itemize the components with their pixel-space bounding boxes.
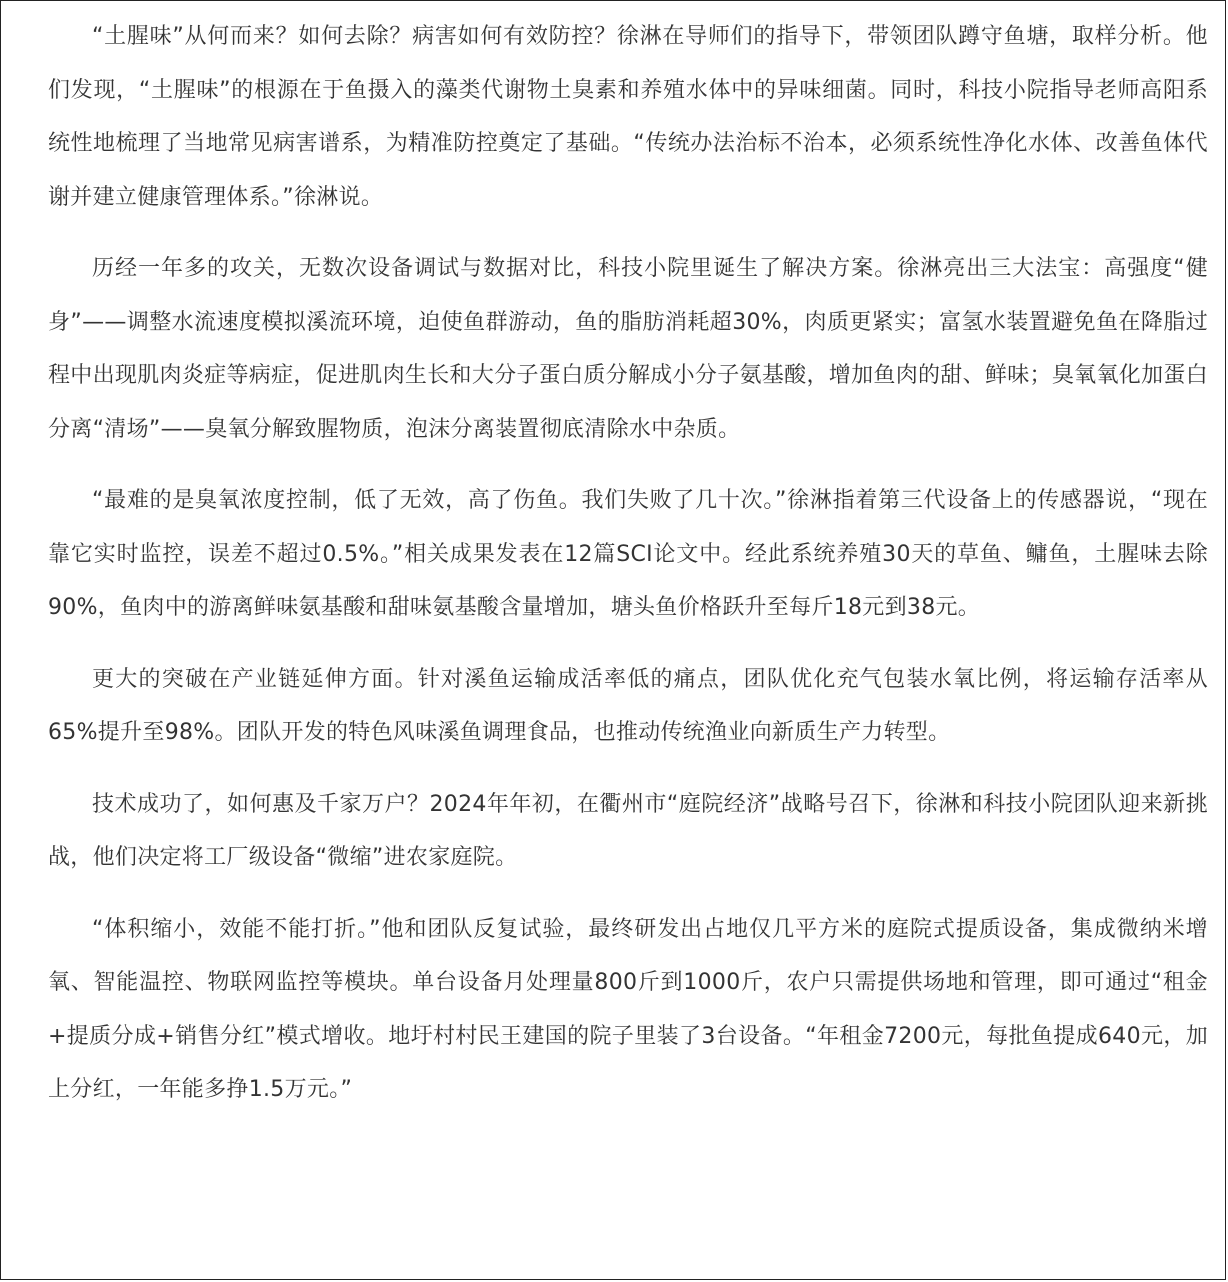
paragraph-industry-chain: 更大的突破在产业链延伸方面。针对溪鱼运输成活率低的痛点，团队优化充气包装水氧比例，将运输存活率从65%提升至98%。团队开发的特色风味溪鱼调理食品，也推动传统渔业向新质生产力转型。 [48, 666, 1208, 745]
article-body [48, 10, 1208, 1117]
paragraph-courtyard-device: “体积缩小，效能不能打折。”他和团队反复试验，最终研发出占地仅几平方米的庭院式提质设备，集成微纳米增氧、智能温控、物联网监控等模块。单台设备月处理量800斤到1000斤，农户只需提供场地和管理，即可通过“租金+提质分成+销售分红”模式增收。地圩村村民王建国的院子里装了3台设备。“年租金7200元，每批鱼提成640元，加上分红，一年能多挣1.5万元。” [48, 916, 1208, 1102]
paragraph-three-solutions: 历经一年多的攻关，无数次设备调试与数据对比，科技小院里诞生了解决方案。徐淋亮出三大法宝：高强度“健身”——调整水流速度模拟溪流环境，迫使鱼群游动，鱼的脂肪消耗超30%，肉质更紧实；富氢水装置避免鱼在降脂过程中出现肌肉炎症等病症，促进肌肉生长和大分子蛋白质分解成小分子氨基酸，增加鱼肉的甜、鲜味；臭氧氧化加蛋白分离“清场”——臭氧分解致腥物质，泡沫分离装置彻底清除水中杂质。 [48, 256, 1208, 442]
paragraph-courtyard-economy: 技术成功了，如何惠及千家万户？2024年年初，在衢州市“庭院经济”战略号召下，徐淋和科技小院团队迎来新挑战，他们决定将工厂级设备“微缩”进农家庭院。 [48, 791, 1208, 870]
paragraph-ozone-control: “最难的是臭氧浓度控制，低了无效，高了伤鱼。我们失败了几十次。”徐淋指着第三代设备上的传感器说，“现在靠它实时监控，误差不超过0.5%。”相关成果发表在12篇SCI论文中。经此系统养殖30天的草鱼、鳙鱼，土腥味去除90%，鱼肉中的游离鲜味氨基酸和甜味氨基酸含量增加，塘头鱼价格跃升至每斤18元到38元。 [48, 488, 1208, 620]
paragraph-earthy-taste-origin: “土腥味”从何而来？如何去除？病害如何有效防控？徐淋在导师们的指导下，带领团队蹲守鱼塘，取样分析。他们发现，“土腥味”的根源在于鱼摄入的藻类代谢物土臭素和养殖水体中的异味细菌。同时，科技小院指导老师高阳系统性地梳理了当地常见病害谱系，为精准防控奠定了基础。“传统办法治标不治本，必须系统性净化水体、改善鱼体代谢并建立健康管理体系。”徐淋说。 [48, 24, 1208, 210]
